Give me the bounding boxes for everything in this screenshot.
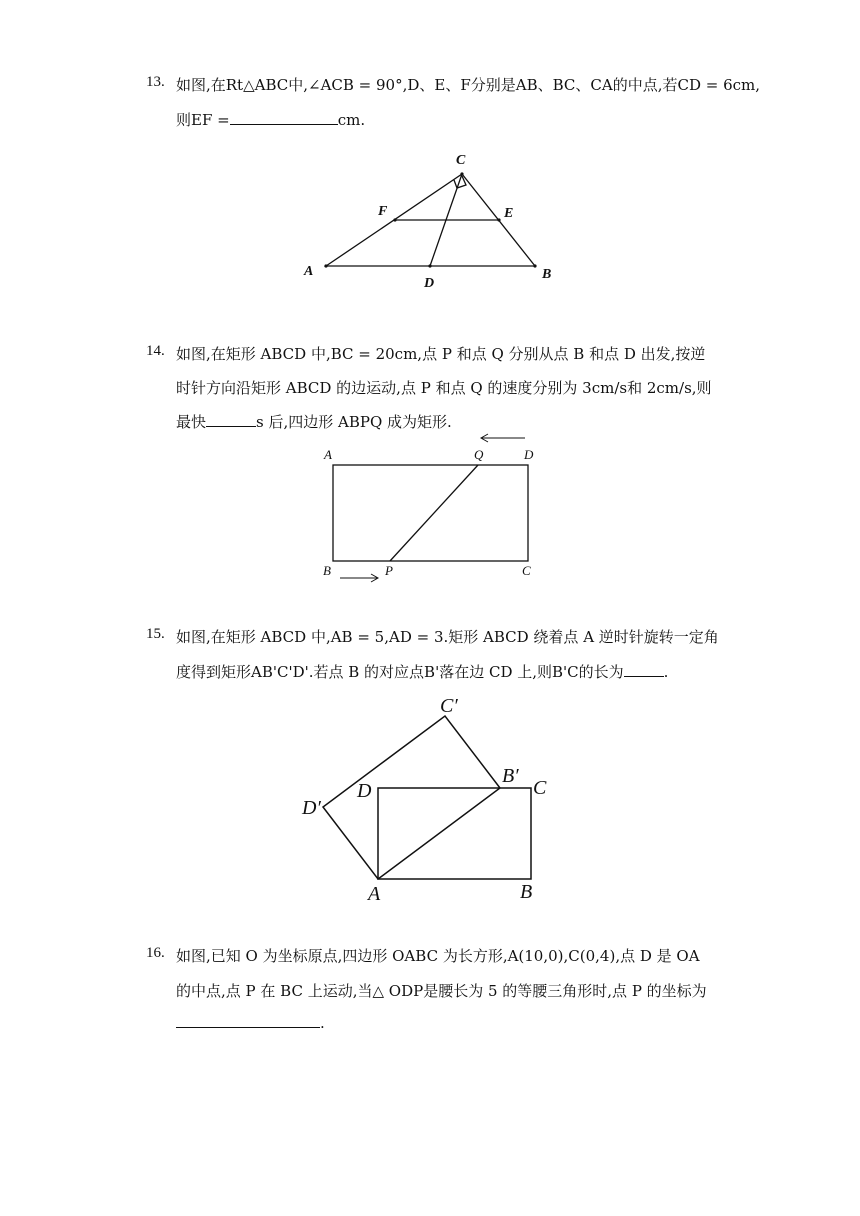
label-C: C	[522, 563, 531, 578]
answer-blank[interactable]	[176, 1015, 320, 1028]
label-D-prime: D′	[302, 797, 321, 819]
label-C-prime: C′	[440, 695, 458, 717]
question-number: 16.	[146, 945, 165, 961]
question-number: 15.	[146, 626, 165, 642]
question-text-line-1: 如图,在矩形 ABCD 中,AB = 5,AD = 3.矩形 ABCD 绕着点 A 逆时针旋转一定角	[176, 628, 719, 646]
label-A: A	[304, 264, 314, 279]
label-B: B	[323, 563, 331, 578]
label-A: A	[324, 447, 332, 462]
question-text-line-2: 则EF = cm.	[176, 111, 366, 129]
label-B: B	[542, 267, 552, 282]
question-text-line-2: 时针方向沿矩形 ABCD 的边运动,点 P 和点 Q 的速度分别为 3cm/s和 2cm/s,则	[176, 379, 712, 397]
label-D: D	[524, 447, 534, 462]
label-A: A	[368, 883, 381, 905]
question-text-line-3: .	[176, 1014, 325, 1032]
label-Q: Q	[474, 447, 484, 462]
label-D: D	[357, 780, 372, 802]
question-text-line-2: 的中点,点 P 在 BC 上运动,当△ ODP是腰长为 5 的等腰三角形时,点 P 的坐标为	[176, 982, 707, 1000]
question-text-line-1: 如图,已知 O 为坐标原点,四边形 OABC 为长方形,A(10,0),C(0,4),点 D 是 OA	[176, 947, 700, 965]
question-text-line-1: 如图,在Rt△ABC中,∠ACB = 90°,D、E、F分别是AB、BC、CA的中点,若CD = 6cm,	[176, 76, 761, 94]
label-B: B	[520, 881, 533, 903]
question-text-line-2: 度得到矩形AB'C'D'.若点 B 的对应点B'落在边 CD 上,则B'C的长为 .	[176, 663, 669, 681]
label-F: F	[378, 204, 388, 219]
question-text-line-3: 最快 s 后,四边形 ABPQ 成为矩形.	[176, 413, 452, 431]
question-number: 13.	[146, 74, 165, 90]
label-C: C	[456, 153, 466, 168]
label-P: P	[385, 563, 393, 578]
question-number: 14.	[146, 343, 165, 359]
label-B-prime: B′	[502, 765, 519, 787]
question-text-line-1: 如图,在矩形 ABCD 中,BC = 20cm,点 P 和点 Q 分别从点 B 和点 D 出发,按逆	[176, 345, 706, 363]
label-E: E	[504, 206, 514, 221]
label-D: D	[424, 276, 435, 291]
label-C: C	[533, 777, 547, 799]
